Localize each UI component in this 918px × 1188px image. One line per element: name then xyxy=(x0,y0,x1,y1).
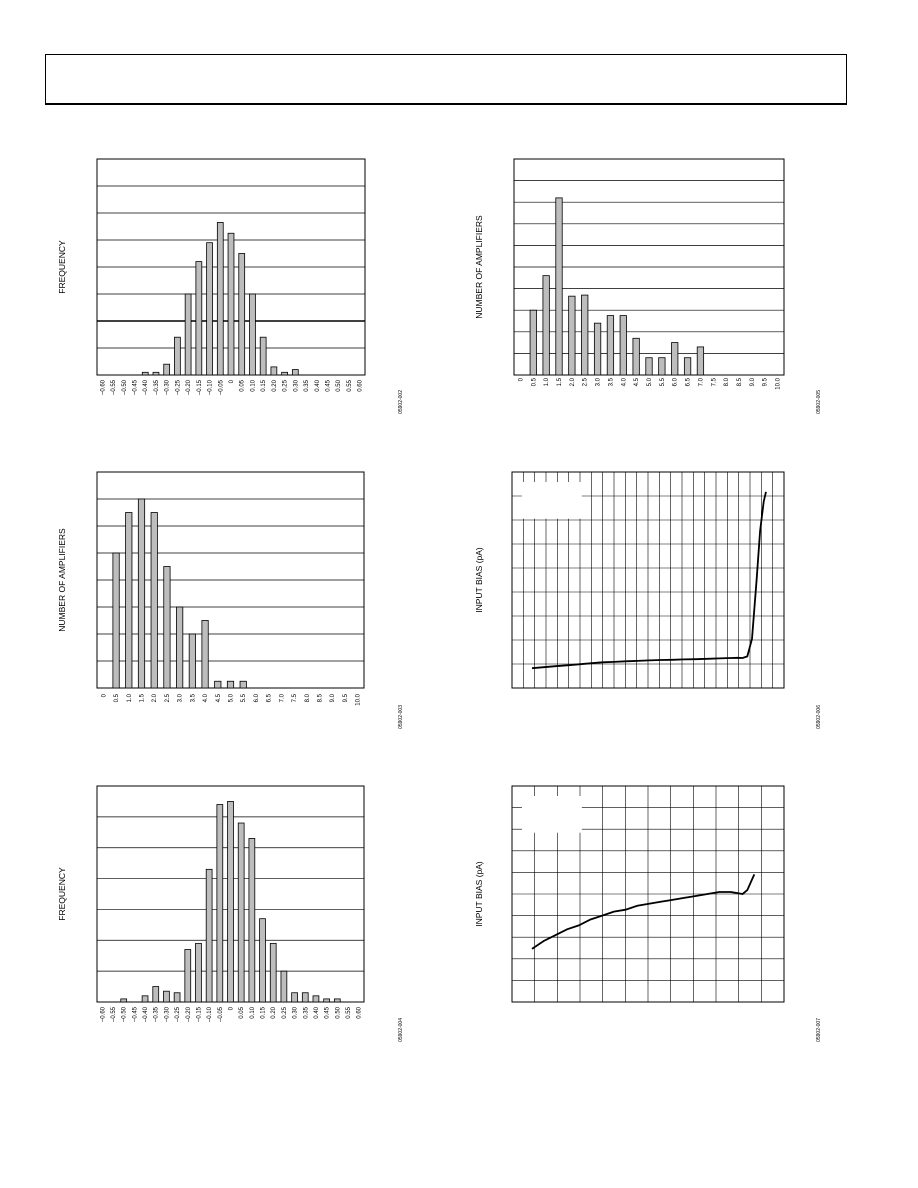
bar xyxy=(228,801,234,1002)
series-line xyxy=(532,874,754,949)
x-tick-label: 2.5 xyxy=(582,378,589,387)
x-tick-label: 0.50 xyxy=(335,1007,342,1019)
figure-code: 05902-002 xyxy=(398,390,404,414)
x-tick-label: 0.30 xyxy=(292,1007,299,1019)
bar xyxy=(684,358,690,375)
x-tick-label: 7.5 xyxy=(292,694,299,703)
x-tick-label: 9.0 xyxy=(330,694,337,703)
x-tick-label: 0.15 xyxy=(260,1007,267,1019)
series-line xyxy=(532,492,766,668)
bar xyxy=(228,233,234,375)
bar xyxy=(164,364,170,375)
x-tick-label: 0.5 xyxy=(114,694,121,703)
bar xyxy=(324,999,330,1002)
x-tick-label: 0.5 xyxy=(531,378,538,387)
figure-code: 05902-004 xyxy=(398,1018,404,1042)
bar xyxy=(196,262,202,375)
x-tick-label: 4.0 xyxy=(203,694,210,703)
x-tick-label: 6.0 xyxy=(672,378,679,387)
x-tick-label: 0.30 xyxy=(293,380,300,392)
x-tick-label: –0.10 xyxy=(207,380,214,396)
bar xyxy=(153,372,159,375)
x-tick-label: 6.5 xyxy=(685,378,692,387)
x-tick-label: 0.05 xyxy=(239,380,246,392)
x-tick-label: 10.0 xyxy=(775,378,782,390)
x-tick-label: 7.5 xyxy=(711,378,718,387)
x-tick-label: 3.0 xyxy=(177,694,184,703)
x-tick-label: 9.5 xyxy=(342,694,349,703)
bar xyxy=(142,996,148,1002)
bar xyxy=(697,347,703,375)
plot-frame xyxy=(514,159,784,375)
figure-code: 05902-006 xyxy=(816,705,822,729)
x-tick-label: –0.45 xyxy=(132,380,139,396)
x-tick-label: 8.0 xyxy=(304,694,311,703)
bar xyxy=(646,358,652,375)
x-tick-label: –0.30 xyxy=(164,1007,171,1023)
x-tick-label: 1.0 xyxy=(126,694,133,703)
bar xyxy=(633,338,639,375)
x-tick-label: 5.0 xyxy=(647,378,653,387)
x-tick-label: 0.45 xyxy=(325,380,332,392)
x-tick-label: 0.15 xyxy=(261,380,268,392)
bar xyxy=(164,567,170,689)
x-tick-label: –0.15 xyxy=(196,1007,203,1023)
bar xyxy=(334,999,340,1002)
bar xyxy=(174,337,180,375)
x-tick-label: 0.25 xyxy=(281,1007,288,1019)
bar xyxy=(239,254,245,376)
bar xyxy=(240,681,246,688)
x-tick-label: –0.25 xyxy=(175,1007,182,1023)
figure-code: 05902-005 xyxy=(816,390,822,414)
x-tick-label: 6.5 xyxy=(266,694,273,703)
x-tick-label: –0.60 xyxy=(100,1007,107,1023)
bar xyxy=(206,869,212,1002)
x-tick-label: 7.0 xyxy=(279,694,286,703)
plot-frame xyxy=(97,786,364,1002)
bar xyxy=(113,553,119,688)
x-tick-label: 3.5 xyxy=(190,694,197,703)
x-tick-label: 0 xyxy=(518,378,525,382)
x-tick-label: –0.60 xyxy=(100,380,107,396)
bar xyxy=(217,805,223,1002)
x-tick-label: –0.50 xyxy=(121,1007,128,1023)
page-header-box xyxy=(45,54,847,105)
bar xyxy=(282,372,288,375)
bar xyxy=(207,243,213,375)
x-tick-label: 1.5 xyxy=(139,694,146,703)
x-tick-label: 0.10 xyxy=(250,380,257,392)
bar xyxy=(672,343,678,375)
x-tick-label: 0.55 xyxy=(345,1007,352,1019)
x-tick-label: 0.45 xyxy=(324,1007,331,1019)
x-tick-label: 9.0 xyxy=(749,378,756,387)
bar xyxy=(189,634,195,688)
bar xyxy=(196,943,202,1002)
x-tick-label: –0.05 xyxy=(217,1007,224,1023)
bar xyxy=(302,993,308,1002)
x-tick-label: –0.35 xyxy=(153,1007,160,1023)
x-tick-label: 3.0 xyxy=(595,378,602,387)
legend-box xyxy=(522,482,582,519)
x-tick-label: 0 xyxy=(229,380,235,384)
x-tick-label: 0 xyxy=(228,1007,235,1011)
plot-frame xyxy=(97,472,364,688)
y-axis-label: NUMBER OF AMPLIFIERS xyxy=(474,215,484,319)
x-tick-label: –0.45 xyxy=(132,1007,139,1023)
x-tick-label: 4.5 xyxy=(634,378,641,387)
bar xyxy=(153,987,159,1002)
bar xyxy=(174,993,180,1002)
bar xyxy=(569,296,575,375)
y-axis-label: NUMBER OF AMPLIFIERS xyxy=(57,528,67,632)
bar xyxy=(292,370,298,375)
x-tick-label: 1.5 xyxy=(557,378,563,387)
bar xyxy=(126,513,132,689)
bar xyxy=(543,276,549,375)
x-tick-label: 5.0 xyxy=(228,694,235,703)
x-tick-label: 0.50 xyxy=(336,380,343,392)
bar xyxy=(217,222,223,375)
bar xyxy=(659,358,665,375)
x-tick-label: 0.35 xyxy=(304,380,311,392)
bar xyxy=(281,971,287,1002)
bar xyxy=(238,823,244,1002)
x-tick-label: –0.10 xyxy=(207,1007,214,1023)
figure-code: 05902-003 xyxy=(398,705,404,729)
x-tick-label: 7.0 xyxy=(698,378,705,387)
bar xyxy=(530,310,536,375)
bar xyxy=(249,838,255,1002)
x-tick-label: –0.55 xyxy=(111,1007,118,1023)
x-tick-label: 1.0 xyxy=(544,378,551,387)
bar xyxy=(260,919,266,1002)
bar xyxy=(556,198,562,375)
x-tick-label: –0.15 xyxy=(196,380,203,396)
x-tick-label: –0.30 xyxy=(164,380,171,396)
bar xyxy=(176,607,182,688)
x-tick-label: –0.40 xyxy=(143,380,150,396)
bar xyxy=(142,372,148,375)
x-tick-label: 0.40 xyxy=(314,380,321,392)
x-tick-label: 3.5 xyxy=(608,378,615,387)
y-axis-label: FREQUENCY xyxy=(57,240,67,294)
x-tick-label: –0.20 xyxy=(186,380,193,396)
bar xyxy=(607,316,613,375)
plot-frame xyxy=(512,786,784,1002)
bar xyxy=(313,996,319,1002)
x-tick-label: –0.40 xyxy=(143,1007,150,1023)
y-axis-label: INPUT BIAS (pA) xyxy=(474,861,484,927)
x-tick-label: 0.60 xyxy=(356,1007,363,1019)
bar xyxy=(121,999,127,1002)
x-tick-label: 0.40 xyxy=(313,1007,320,1019)
bar xyxy=(138,499,144,688)
bar xyxy=(185,294,191,375)
bar xyxy=(620,316,626,375)
x-tick-label: 6.0 xyxy=(253,694,260,703)
x-tick-label: 0.05 xyxy=(239,1007,246,1019)
bar xyxy=(202,621,208,689)
y-axis-label: INPUT BIAS (pA) xyxy=(474,547,484,613)
bar xyxy=(151,513,157,689)
bar xyxy=(163,991,169,1002)
x-tick-label: 0.10 xyxy=(249,1007,256,1019)
bar xyxy=(271,367,277,375)
x-tick-label: 4.0 xyxy=(621,378,628,387)
x-tick-label: 5.5 xyxy=(659,378,666,387)
bar xyxy=(249,294,255,375)
x-tick-label: 8.0 xyxy=(724,378,731,387)
x-tick-label: 2.0 xyxy=(569,378,576,387)
x-tick-label: 4.5 xyxy=(215,694,222,703)
x-tick-label: 0.25 xyxy=(282,380,289,392)
x-tick-label: 0.60 xyxy=(357,380,364,392)
bar xyxy=(215,681,221,688)
y-axis-label: FREQUENCY xyxy=(57,867,67,921)
x-tick-label: 2.0 xyxy=(152,694,159,703)
x-tick-label: 2.5 xyxy=(164,694,171,703)
x-tick-label: 8.5 xyxy=(317,694,324,703)
bar xyxy=(185,950,191,1002)
plot-frame xyxy=(512,472,784,688)
x-tick-label: –0.50 xyxy=(121,380,128,396)
bar xyxy=(260,337,266,375)
bar xyxy=(594,323,600,375)
bar xyxy=(270,943,276,1002)
x-tick-label: –0.25 xyxy=(175,380,182,396)
x-tick-label: 8.5 xyxy=(737,378,743,387)
x-tick-label: 9.5 xyxy=(762,378,769,387)
x-tick-label: –0.55 xyxy=(111,380,118,396)
x-tick-label: –0.20 xyxy=(185,1007,192,1023)
figure-code: 05902-007 xyxy=(816,1018,822,1042)
x-tick-label: 5.5 xyxy=(241,694,248,703)
plot-frame xyxy=(97,159,365,375)
x-tick-label: 0 xyxy=(101,694,108,698)
x-tick-label: 0.20 xyxy=(271,380,278,392)
x-tick-label: 10.0 xyxy=(355,694,362,706)
x-tick-label: 0.35 xyxy=(303,1007,310,1019)
bar xyxy=(227,681,233,688)
bar xyxy=(292,993,298,1002)
x-tick-label: –0.35 xyxy=(153,380,160,396)
bar xyxy=(582,295,588,375)
x-tick-label: –0.05 xyxy=(218,380,225,396)
x-tick-label: 0.55 xyxy=(346,380,353,392)
legend-box xyxy=(522,796,582,833)
x-tick-label: 0.20 xyxy=(271,1007,278,1019)
